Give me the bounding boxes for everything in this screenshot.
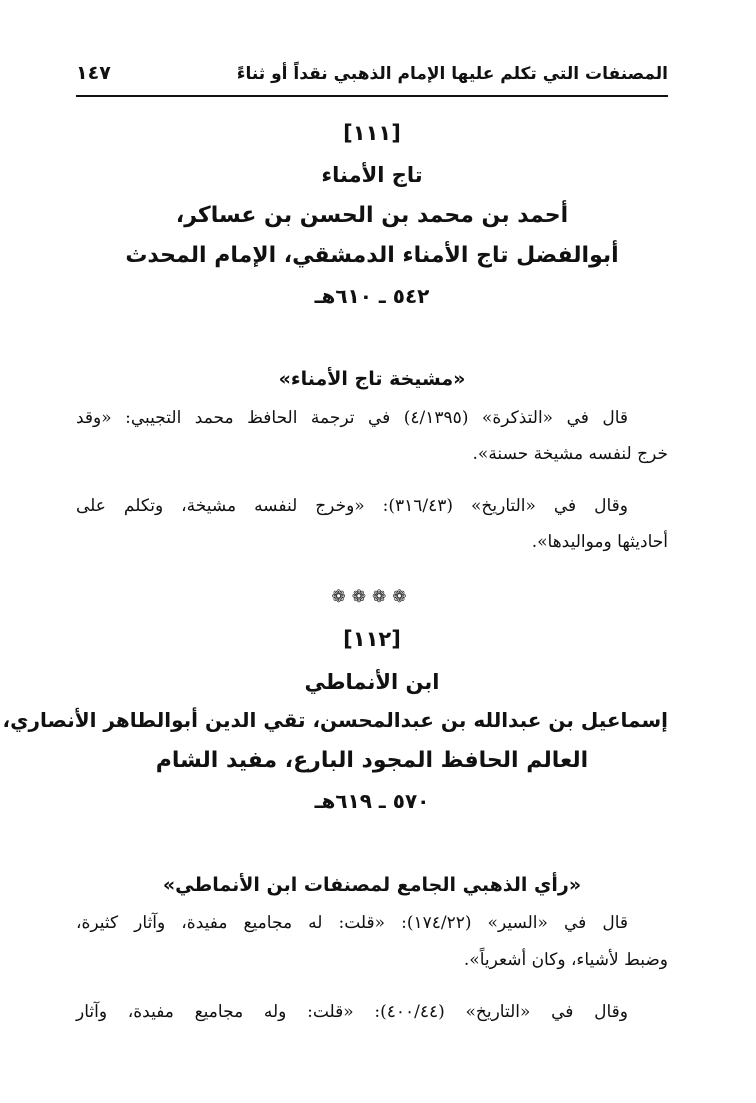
work-title: «مشيخة تاج الأمناء» [278, 368, 466, 390]
entry-name-line: أبوالفضل تاج الأمناء الدمشقي، الإمام المحدث [125, 243, 619, 268]
entry-title: ابن الأنماطي [304, 670, 440, 694]
quote-line: وضبط لأشياء، وكان أشعرياً». [463, 950, 668, 970]
entry-dates: ٥٧٠ ـ ٦١٩هـ [314, 789, 430, 813]
entry-number: [١١٢] [343, 627, 401, 651]
entry-number: [١١١] [343, 121, 401, 145]
entry-name-line: إسماعيل بن عبدالله بن عبدالمحسن، تقي الدين أبوالطاهر الأنصاري، [2, 708, 668, 732]
quote-line: أحاديثها ومواليدها». [531, 532, 668, 552]
quote-line: قال في «التذكرة» (٤/١٣٩٥) في ترجمة الحافظ محمد التجيبي: «وقد [76, 408, 629, 428]
quote-line: وقال في «التاريخ» (٤٠٠/٤٤): «قلت: وله مجاميع مفيدة، وآثار [76, 1002, 628, 1022]
entry-name-line: أحمد بن محمد بن الحسن بن عساكر، [175, 203, 569, 228]
page-number: ١٤٧ [76, 62, 111, 84]
quote-line: وقال في «التاريخ» (٣١٦/٤٣): «وخرج لنفسه مشيخة، وتكلم على [76, 496, 629, 516]
quote-line: قال في «السير» (١٧٤/٢٢): «قلت: له مجاميع مفيدة، وآثار كثيرة، [76, 913, 629, 933]
entry-title: تاج الأمناء [321, 163, 423, 187]
work-title: «رأي الذهبي الجامع لمصنفات ابن الأنماطي» [162, 874, 582, 896]
running-header [76, 60, 668, 96]
running-header-title: المصنفات التي تكلم عليها الإمام الذهبي نقداً أو ثناءً [236, 64, 668, 84]
header-rule [76, 95, 668, 97]
section-separator: ❁❁❁❁ [331, 587, 413, 607]
entry-name-line: العالم الحافظ المجود البارع، مفيد الشام [155, 748, 589, 773]
quote-line: خرج لنفسه مشيخة حسنة». [472, 444, 668, 464]
entry-dates: ٥٤٢ ـ ٦١٠هـ [314, 284, 430, 308]
